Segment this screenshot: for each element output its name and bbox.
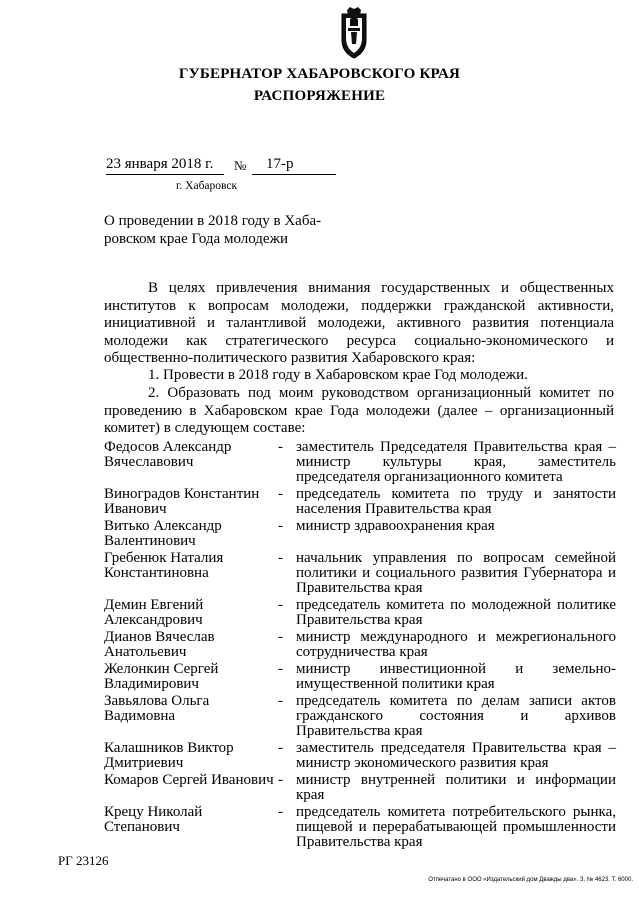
member-position: председатель комитета по труду и занятости населения Правительства края [296, 486, 616, 517]
member-dash: - [278, 772, 283, 788]
member-name: Калашников Виктор Дмитриевич [104, 740, 234, 771]
intro-paragraph: В целях привлечения внимания государственных и общественных институтов к вопросам молодежи, поддержки гражданской активности, инициативной и талантливой молодежи, активного развития потенциала молодежи как стратегического ресурса социально-экономического и общественно-политического развития Хабаровского края: [104, 280, 614, 366]
member-dash: - [278, 693, 283, 709]
item-1-paragraph: 1. Провести в 2018 году в Хабаровском крае Год молодежи. [148, 367, 528, 383]
member-position: председатель комитета потребительского рынка, пищевой и перерабатывающей промышленности Правительства края [296, 804, 616, 850]
member-position: министр внутренней политики и информации края [296, 772, 616, 803]
member-dash: - [278, 740, 283, 756]
city: г. Хабаровск [176, 180, 238, 192]
date-number-line [106, 156, 334, 178]
document-number: 17-р [266, 156, 294, 172]
document-subject [104, 212, 344, 248]
member-name: Демин Евгений Александрович [104, 597, 204, 628]
member-position: заместитель Председателя Правительства края – министр культуры края, заместитель председателя организационного комитета [296, 439, 616, 485]
subject-line-1: О проведении в 2018 году в Хаба- [104, 213, 322, 229]
member-position: начальник управления по вопросам семейной политики и социального развития Губернатора и Правительства края [296, 550, 616, 596]
member-name: Дианов Вячеслав Анатольевич [104, 629, 215, 660]
document-code: РГ 23126 [58, 853, 109, 868]
member-name: Виноградов Константин Иванович [104, 486, 260, 517]
date-underline [106, 174, 224, 175]
member-position: министр инвестиционной и земельно-имущественной политики края [296, 661, 616, 692]
member-name: Витько Александр Валентинович [104, 518, 222, 549]
member-position: заместитель председателя Правительства края – министр экономического развития края [296, 740, 616, 771]
member-name: Федосов Александр Вячеславович [104, 439, 232, 470]
member-position: председатель комитета по делам записи актов гражданского состояния и архивов Правительства края [296, 693, 616, 739]
document-date: 23 января 2018 г. [106, 156, 214, 172]
member-dash: - [278, 439, 283, 455]
member-name: Комаров Сергей Иванович [104, 772, 274, 788]
number-sign: № [234, 158, 247, 173]
member-dash: - [278, 486, 283, 502]
number-underline [252, 174, 336, 175]
member-name: Гребенюк Наталия Константиновна [104, 550, 224, 581]
member-position: министр международного и межрегионального сотрудничества края [296, 629, 616, 660]
subject-line-2: ровском крае Года молодежи [104, 231, 288, 247]
member-name: Желонкин Сергей Владимирович [104, 661, 219, 692]
printer-imprint: Отпечатано в ООО «Издательский дом Дважды два». З. № 4623. Т. 6000. [428, 877, 633, 883]
member-position: председатель комитета по молодежной политике Правительства края [296, 597, 616, 628]
member-position: министр здравоохранения края [296, 518, 495, 534]
member-dash: - [278, 804, 283, 820]
issuer-title: ГУБЕРНАТОР ХАБАРОВСКОГО КРАЯ [178, 66, 461, 82]
member-dash: - [278, 597, 283, 613]
member-dash: - [278, 550, 283, 566]
coat-of-arms-icon [330, 6, 378, 60]
item-2-paragraph: 2. Образовать под моим руководством организационный комитет по проведению в Хабаровском крае Года молодежи (далее – организационный комитет) в следующем составе: [104, 385, 614, 436]
document-type: РАСПОРЯЖЕНИЕ [253, 88, 386, 104]
member-dash: - [278, 518, 283, 534]
member-name: Крецу Николай Степанович [104, 804, 203, 835]
member-dash: - [278, 661, 283, 677]
member-dash: - [278, 629, 283, 645]
member-name: Завьялова Ольга Вадимовна [104, 693, 210, 724]
